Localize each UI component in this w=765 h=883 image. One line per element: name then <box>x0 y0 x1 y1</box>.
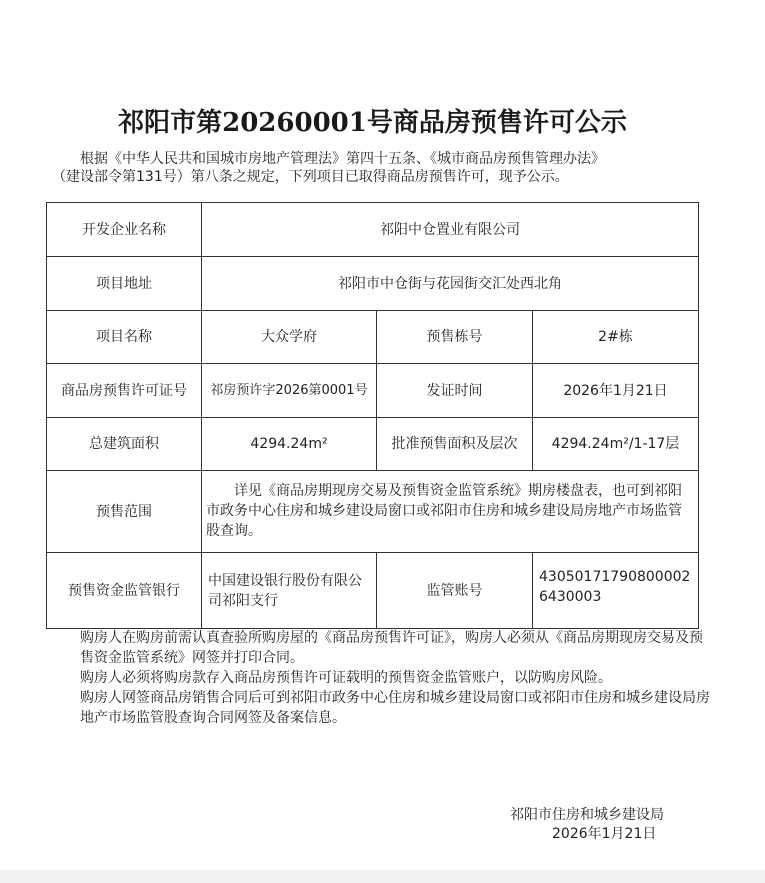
project-value: 大众学府 <box>202 311 377 364</box>
table-row-address <box>47 257 699 311</box>
table-row-scope <box>47 471 699 553</box>
intro-line-1: 根据《中华人民共和国城市房地产管理法》第四十五条、《城市商品房预售管理办法》 <box>80 151 605 167</box>
project-label: 项目名称 <box>47 311 202 364</box>
table-row-bank <box>47 553 699 629</box>
total-area-value: 4294.24m² <box>202 418 377 471</box>
bank-label: 预售资金监管银行 <box>47 553 202 629</box>
account-label: 监管账号 <box>377 553 533 629</box>
permit-table <box>46 202 699 629</box>
issue-date-value: 2026年1月21日 <box>533 364 699 418</box>
building-label: 预售栋号 <box>377 311 533 364</box>
notes-section <box>52 628 712 728</box>
scope-value: 详见《商品房期现房交易及预售资金监管系统》期房楼盘表，也可到祁阳市政务中心住房和城乡建设局窗口或祁阳市住房和城乡建设局房地产市场监管股查询。 <box>206 483 682 539</box>
intro-paragraph <box>52 150 712 186</box>
approved-area-label: 批准预售面积及层次 <box>377 418 533 471</box>
bank-value: 中国建设银行股份有限公司祁阳支行 <box>202 553 377 629</box>
address-label: 项目地址 <box>47 257 202 311</box>
developer-value: 祁阳中仓置业有限公司 <box>202 203 699 257</box>
issue-date-label: 发证时间 <box>377 364 533 418</box>
address-value: 祁阳市中仓街与花园街交汇处西北角 <box>202 257 699 311</box>
signature-org: 祁阳市住房和城乡建设局 <box>510 807 664 823</box>
intro-line-2: （建设部令第131号）第八条之规定，下列项目已取得商品房预售许可，现予公示。 <box>52 169 569 185</box>
signature-date: 2026年1月21日 <box>552 826 657 842</box>
table-row-project <box>47 311 699 364</box>
approved-area-value: 4294.24m²/1-17层 <box>533 418 699 471</box>
total-area-label: 总建筑面积 <box>47 418 202 471</box>
bottom-bar <box>0 870 765 883</box>
page-title: 祁阳市第20260001号商品房预售许可公示 <box>118 108 627 138</box>
note-1: 购房人在购房前需认真查验所购房屋的《商品房预售许可证》，购房人必须从《商品房期现房交易及预售资金监管系统》网签并打印合同。 <box>80 630 703 666</box>
permit-label: 商品房预售许可证号 <box>47 364 202 418</box>
permit-value: 祁房预许字2026第0001号 <box>202 364 377 418</box>
scope-cell <box>202 471 699 553</box>
account-value: 430501717908000026430003 <box>533 553 699 629</box>
note-3: 购房人网签商品房销售合同后可到祁阳市政务中心住房和城乡建设局窗口或祁阳市住房和城乡建设局房地产市场监管股查询合同网签及备案信息。 <box>80 690 710 726</box>
building-value: 2#栋 <box>533 311 699 364</box>
scope-label: 预售范围 <box>47 471 202 553</box>
table-row-permit <box>47 364 699 418</box>
table-row-area <box>47 418 699 471</box>
note-2: 购房人必须将购房款存入商品房预售许可证载明的预售资金监管账户，以防购房风险。 <box>80 670 612 686</box>
table-row-developer <box>47 203 699 257</box>
developer-label: 开发企业名称 <box>47 203 202 257</box>
